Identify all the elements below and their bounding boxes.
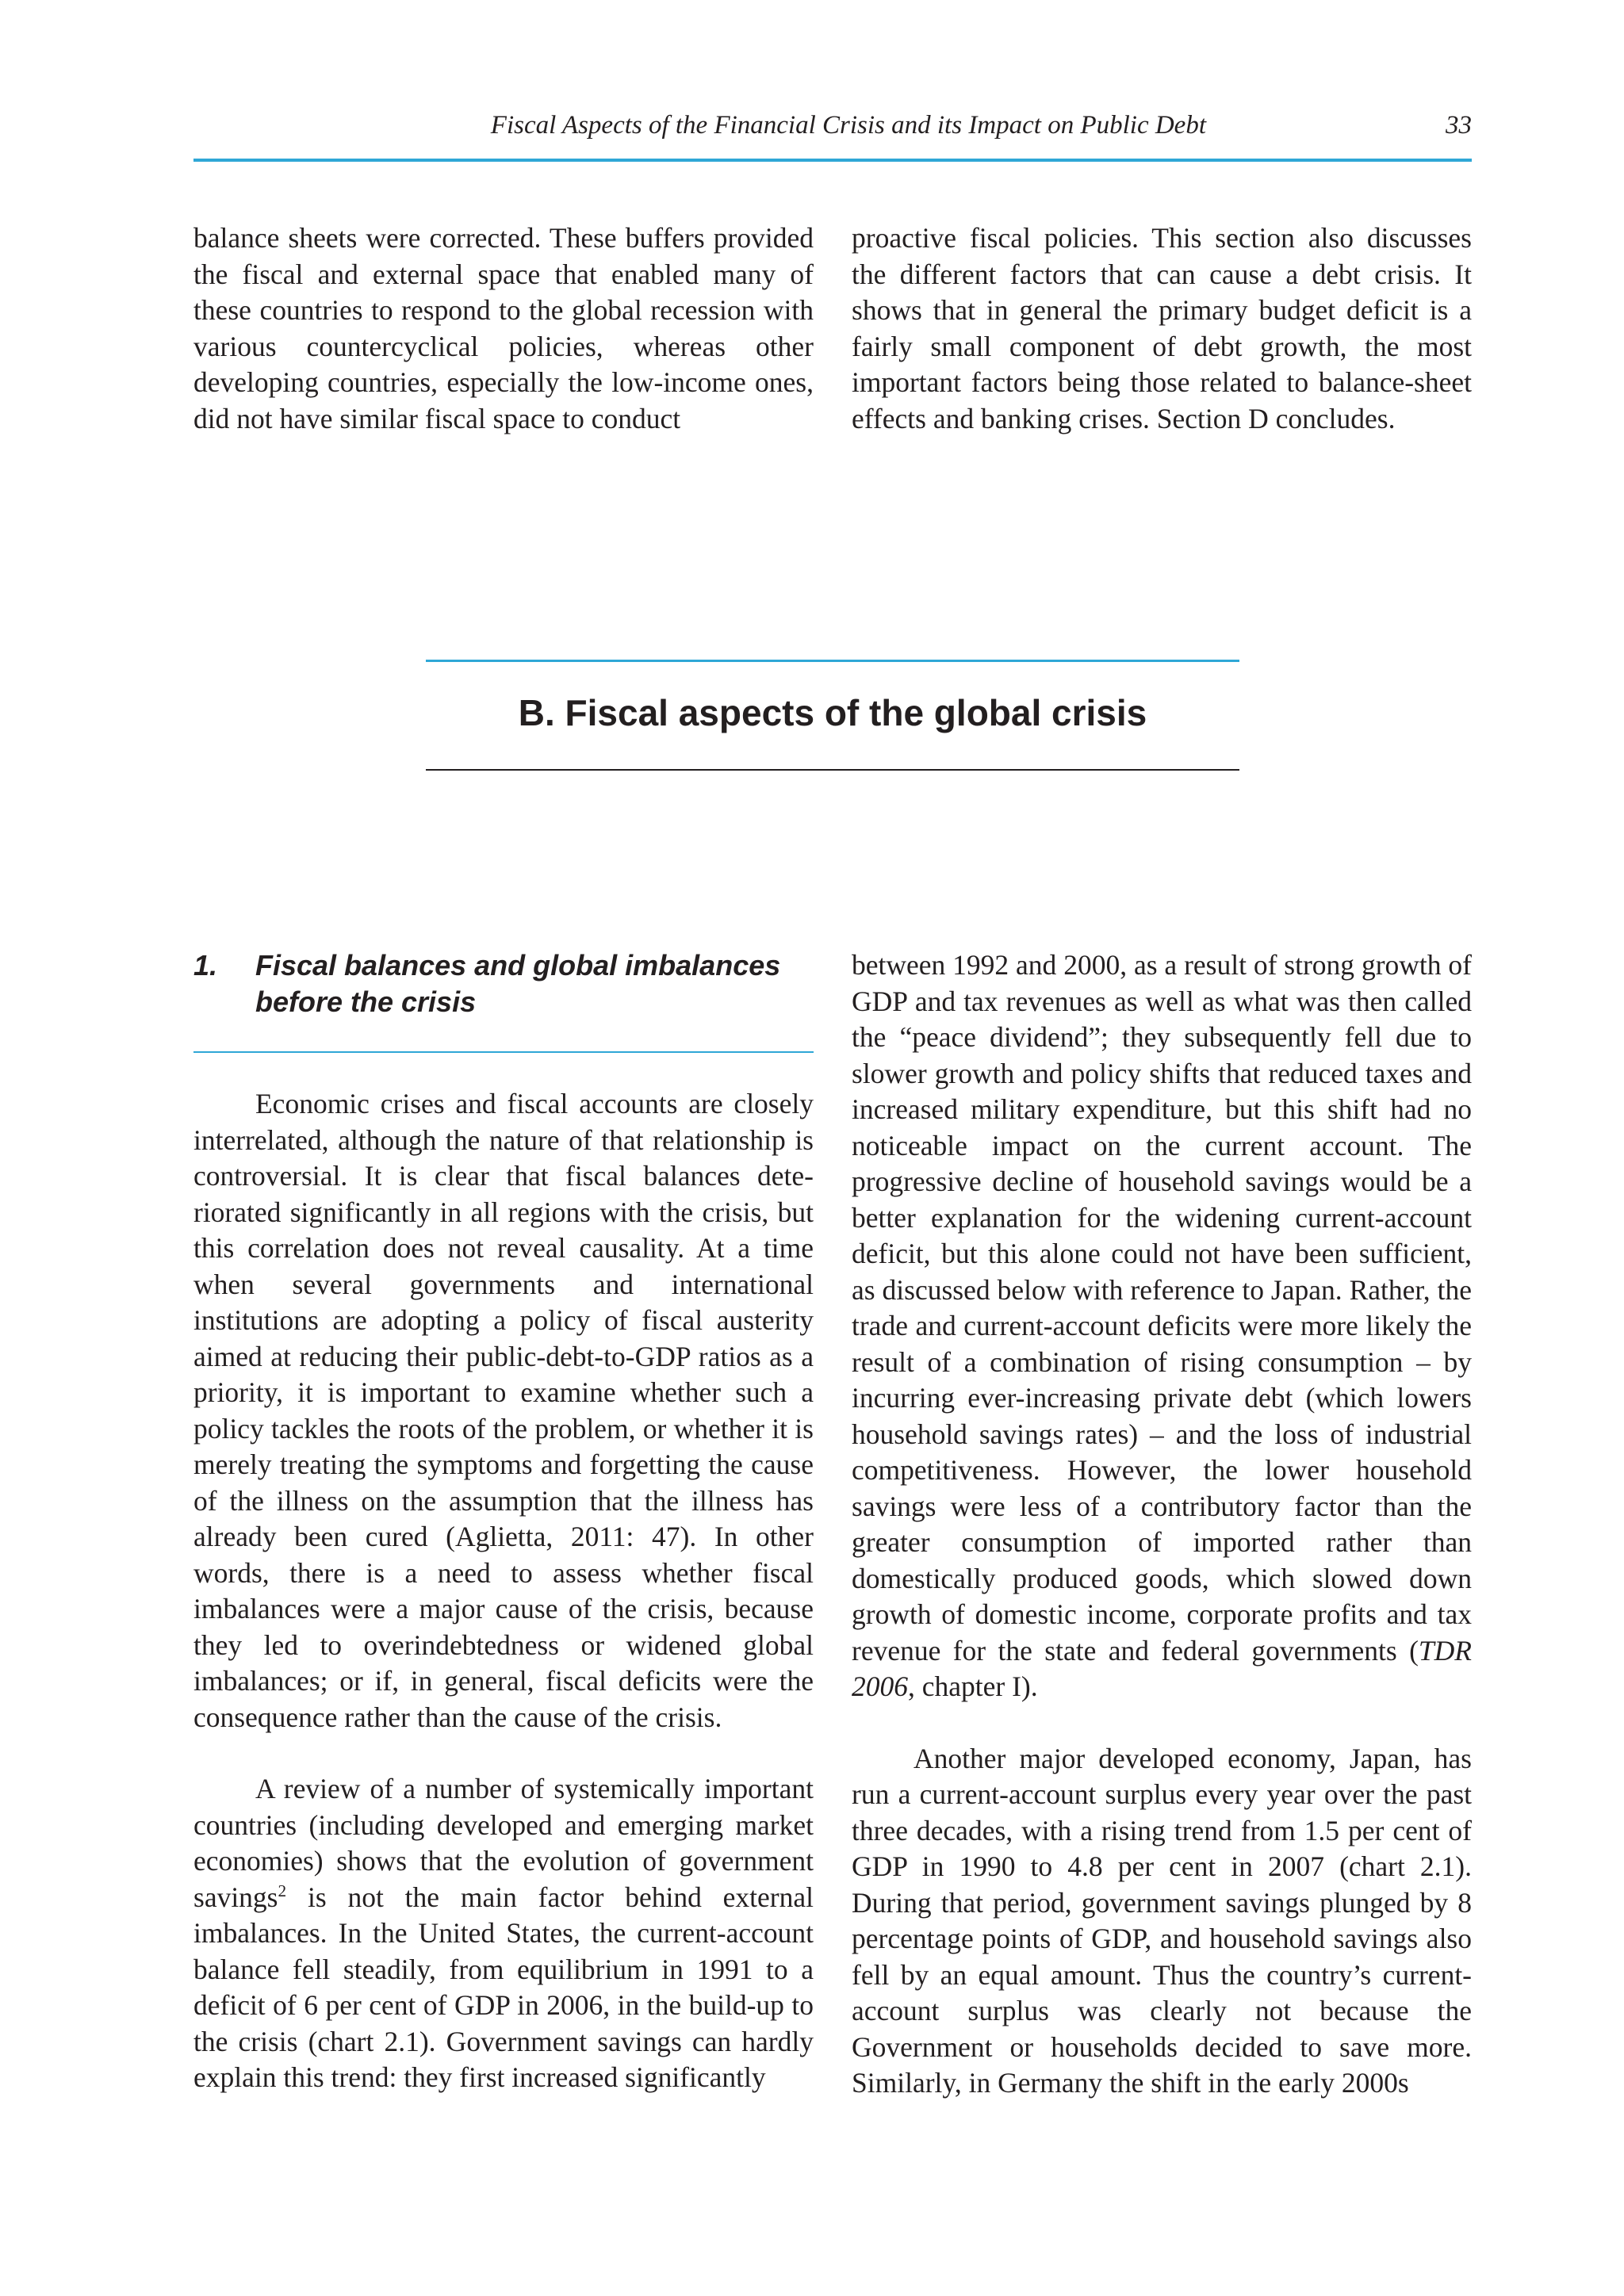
running-header [193,111,1472,140]
right-paragraph-1 [852,947,1472,1705]
footnote-marker[interactable]: 2 [278,1881,287,1900]
right-body-column [852,947,1472,2102]
running-title: Fiscal Aspects of the Financial Crisis and its Impact on Public Debt [490,111,1206,140]
right-paragraph-2: Another major developed economy, Japan, has run a current-account surplus every year over the past three decades, with a rising trend from 1.5 per cent of GDP in 1990 to 4.8 per cent in 2007 (chart 2.1). During that period, government savings plunged by 8 percentage points of GDP, and household savings also fell by an equal amount. Thus the country’s current-account surplus was clearly not because the Government or households decided to save more. Similarly, in Germany the shift in the early 2000s [852,1742,1472,2099]
right-paragraph-1-text: between 1992 and 2000, as a result of strong growth of GDP and tax revenues as well as what was then called the “peace dividend”; they subsequently fell due to slower growth and policy shifts that reduced taxes and increased military expenditure, but this shift had no noticeable impact on the current account. The progressive decline of household savings would be a better explanation for the widening current-account deficit, but this alone could not have been sufficient, as discussed below with reference to Japan. Rather, the trade and current-account deficits were more likely the result of a combination of rising consumption – by incurring ever-increasing private debt (which lowers household savings rates) – and the loss of industrial competitiveness. However, the lower household savings were less of a contributory factor than the greater consumption of imported rather than domestically produced goods, which slowed down growth of domestic income, corporate profits and tax revenue for the state and federal governments ( [852,949,1472,1667]
tdr-reference: TDR 2006 [852,1634,1472,1702]
subsection-number: 1. [193,949,218,982]
header-rule [193,159,1472,162]
section-rule-top [426,660,1239,662]
right-paragraph-1-tail: , chapter I). [908,1670,1038,1702]
left-paragraph-2-text-b: is not the main factor behind external imbalances. In the United States, the current-account balance fell steadily, from equilibrium in 1991 to a deficit of 6 per cent of GDP in 2006, in the build-up to the crisis (chart 2.1). Government savings can hardly explain this trend: they first increased significantly [193,1881,814,2093]
section-heading: B. Fiscal aspects of the global crisis [518,692,1147,733]
top-right-paragraph: proactive fiscal policies. This section also discusses the different factors that can cause a debt crisis. It shows that in general the primary budget deficit is a fairly small component of debt growth, the most important factors being those related to balance-sheet effects and banking crises. Section D concludes. [852,222,1472,434]
subsection-heading [193,947,814,1020]
left-paragraph-2 [193,1771,814,2096]
top-right-column [852,220,1472,437]
left-paragraph-2-text-a: A review of a number of systemically important countries (including developed and emerging market economies) shows that the evolution of government savings [193,1773,814,1913]
page-number: 33 [1446,111,1472,140]
top-left-paragraph: balance sheets were corrected. These buffers provided the fiscal and external space that enabled many of these countries to respond to the global recession with various countercyclical policies, whereas other developing countries, especially the low-income ones, did not have similar fiscal space to conduct [193,222,814,434]
left-body-column [193,1086,814,2096]
subsection-rule [193,1051,814,1053]
left-paragraph-1: Economic crises and fiscal accounts are closely interrelated, although the nature of that relationship is controversial. It is clear that fiscal balances deteriorated significantly in all regions with the crisis, but this correlation does not reveal causality. At a time when several governments and international institutions are adopting a policy of fiscal austerity aimed at reducing their public-debt-to-GDP ratios as a priority, it is important to examine whether such a policy tackles the roots of the problem, or whether it is merely treating the symptoms and forgetting the cause of the illness on the assumption that the illness has already been cured (Aglietta, 2011: 47). In other words, there is a need to assess whether fiscal imbalances were a major cause of the crisis, because they led to overindebtedness or widened global imbalances; or if, in general, fiscal deficits were the consequence rather than the cause of the crisis. [193,1088,814,1733]
top-left-column [193,220,814,437]
subsection-title: Fiscal balances and global imbalances before the crisis [255,949,781,1018]
section-rule-bottom [426,769,1239,771]
